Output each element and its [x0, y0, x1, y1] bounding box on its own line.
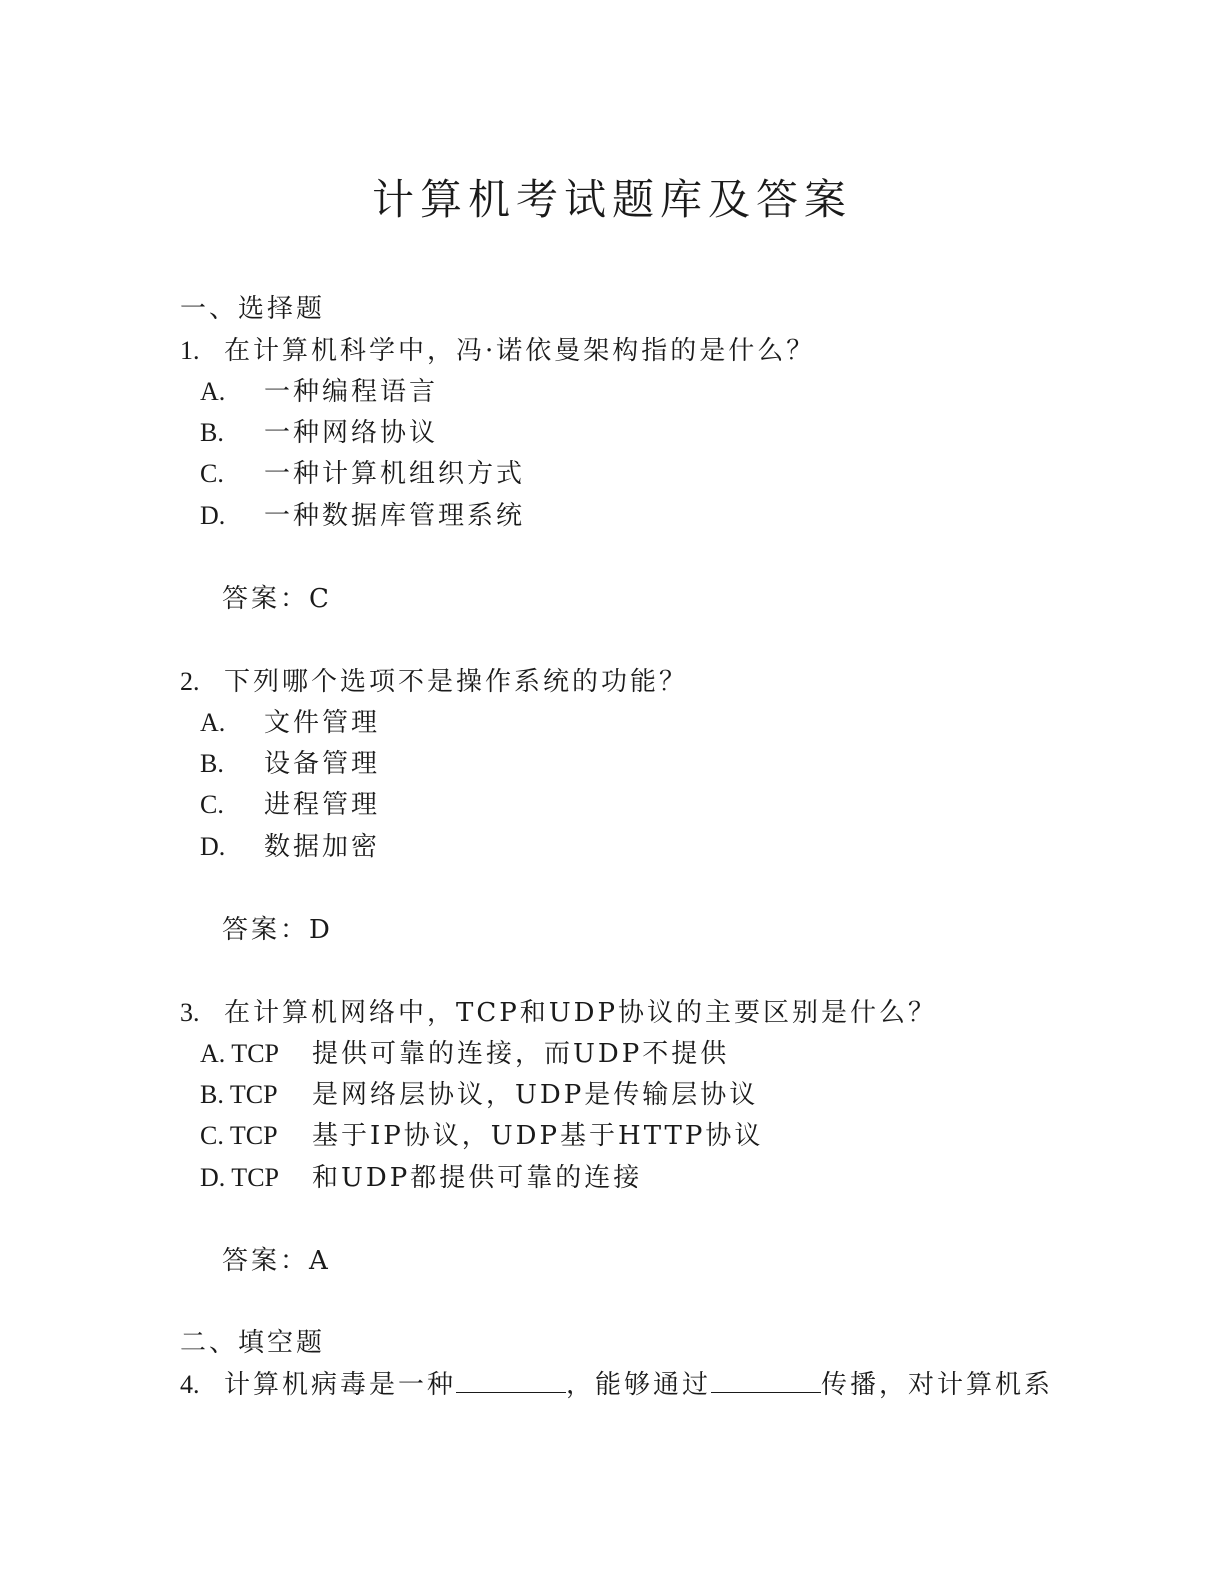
question-4 — [180, 1368, 1053, 1402]
option-1a — [200, 375, 438, 409]
option-label: D. TCP — [200, 1163, 279, 1192]
question-text-part3: 传播，对计算机系 — [821, 1370, 1054, 1400]
question-text-part1: 计算机病毒是一种 — [224, 1370, 457, 1400]
option-text: 文件管理 — [264, 708, 381, 738]
option-3b — [200, 1078, 758, 1112]
option-3d — [200, 1161, 642, 1195]
option-label: D. — [200, 832, 226, 861]
question-text-part2: ，能够通过 — [566, 1370, 712, 1400]
answer-1: 答案：C — [222, 584, 332, 614]
option-2a — [200, 706, 380, 740]
question-number: 2. — [180, 667, 200, 696]
question-text: 在计算机科学中，冯·诺依曼架构指的是什么？ — [224, 336, 816, 366]
option-text: 一种计算机组织方式 — [264, 459, 526, 489]
option-2c — [200, 788, 380, 822]
option-text: 设备管理 — [264, 749, 381, 779]
option-label: C. — [200, 459, 224, 488]
question-text: 在计算机网络中，TCP和UDP协议的主要区别是什么？ — [224, 998, 937, 1028]
section-heading-choice: 一、选择题 — [180, 294, 326, 324]
option-1b — [200, 416, 438, 450]
question-number: 4. — [180, 1370, 200, 1399]
option-label: B. TCP — [200, 1080, 278, 1109]
question-number: 1. — [180, 336, 200, 365]
option-text: 数据加密 — [264, 832, 381, 862]
question-1 — [180, 334, 815, 368]
option-1d — [200, 499, 525, 533]
option-label: B. — [200, 418, 224, 447]
section-heading-fill: 二、填空题 — [180, 1328, 326, 1358]
page-title: 计算机考试题库及答案 — [371, 175, 852, 224]
blank-1 — [456, 1368, 566, 1393]
option-2b — [200, 747, 380, 781]
option-2d — [200, 830, 380, 864]
option-1c — [200, 457, 525, 491]
option-3c — [200, 1119, 763, 1153]
option-3a — [200, 1037, 729, 1071]
option-text: 进程管理 — [264, 790, 381, 820]
answer-2: 答案：D — [222, 915, 333, 945]
option-label: B. — [200, 749, 224, 778]
option-text: 一种编程语言 — [264, 377, 439, 407]
question-2 — [180, 665, 688, 699]
question-number: 3. — [180, 998, 200, 1027]
option-label: D. — [200, 501, 226, 530]
question-3 — [180, 996, 937, 1030]
option-label: C. — [200, 790, 224, 819]
option-label: C. TCP — [200, 1121, 278, 1150]
option-text: 一种数据库管理系统 — [264, 501, 526, 531]
option-text: 一种网络协议 — [264, 418, 439, 448]
option-label: A. — [200, 708, 226, 737]
option-text: 和UDP都提供可靠的连接 — [312, 1163, 643, 1193]
option-label: A. — [200, 377, 226, 406]
option-text: 基于IP协议，UDP基于HTTP协议 — [312, 1121, 764, 1151]
option-text: 是网络层协议，UDP是传输层协议 — [312, 1080, 759, 1110]
option-text: 提供可靠的连接，而UDP不提供 — [312, 1039, 730, 1069]
answer-3: 答案：A — [222, 1246, 331, 1276]
blank-2 — [711, 1368, 821, 1393]
question-text: 下列哪个选项不是操作系统的功能？ — [224, 667, 689, 697]
option-label: A. TCP — [200, 1039, 279, 1068]
